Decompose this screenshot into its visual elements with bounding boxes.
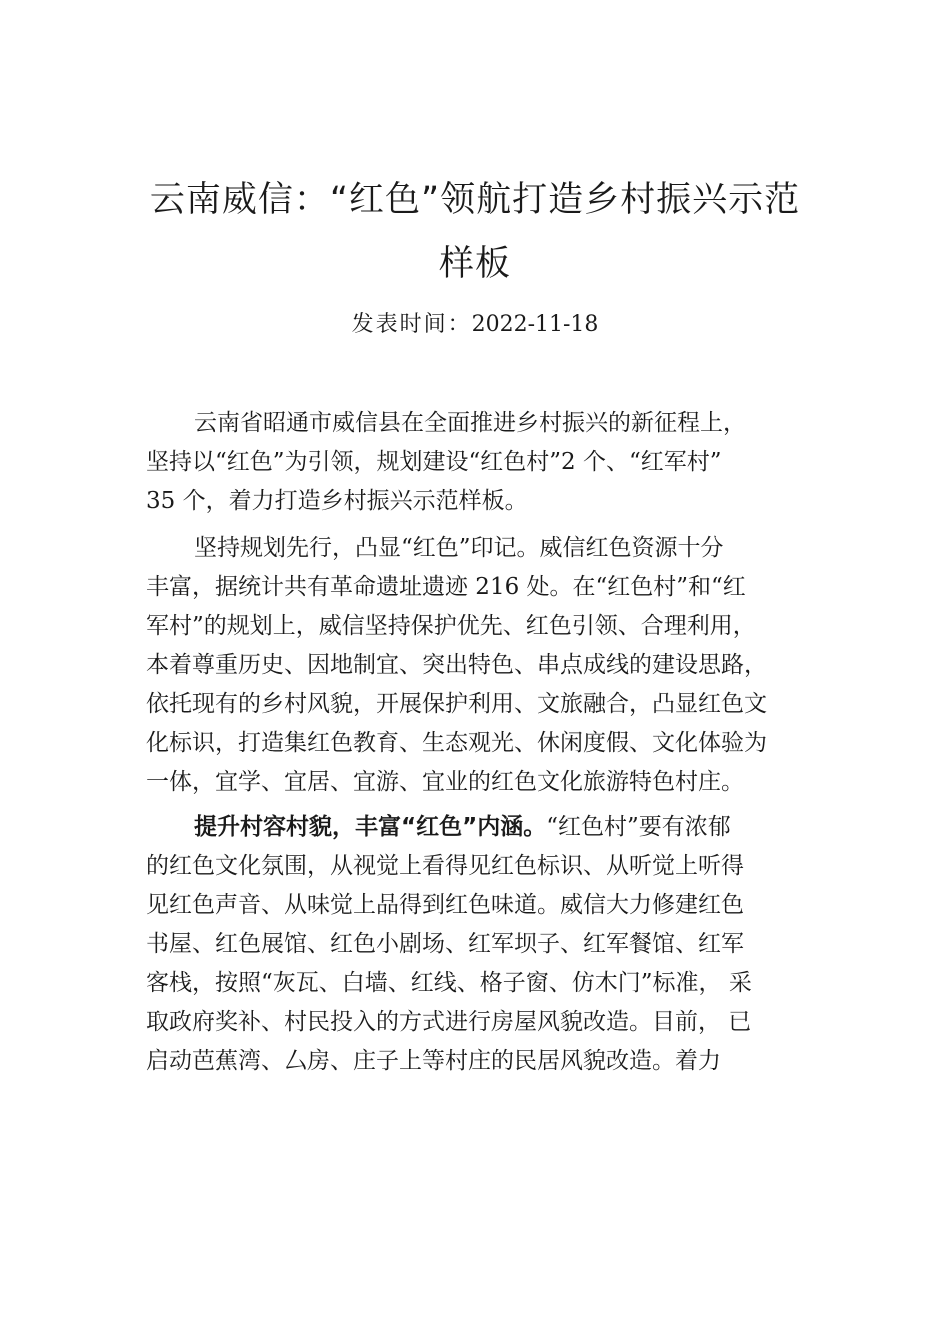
article-title-line-1: 云南威信：“红色”领航打造乡村振兴示范: [149, 180, 801, 220]
paragraph-line: 的红色文化氛围，从视觉上看得见红色标识、从听觉上听得: [146, 853, 744, 879]
paragraph-line: 军村”的规划上，威信坚持保护优先、红色引领、合理利用，: [146, 613, 756, 639]
paragraph-line: 依托现有的乡村风貌，开展保护利用、文旅融合，凸显红色文: [146, 691, 767, 717]
paragraph-line: 坚持规划先行，凸显“红色”印记。威信红色资源十分: [194, 535, 724, 561]
paragraph-line: 35 个，着力打造乡村振兴示范样板。: [146, 488, 528, 514]
publish-date-value: 2022-11-18: [471, 312, 599, 337]
paragraph-line: 一体，宜学、宜居、宜游、宜业的红色文化旅游特色村庄。: [146, 769, 744, 795]
paragraph-line: 启动芭蕉湾、厶房、庄子上等村庄的民居风貌改造。着力: [146, 1048, 721, 1074]
paragraph-lead-text: “红色村”要有浓郁: [546, 814, 731, 840]
paragraph-line: 云南省昭通市威信县在全面推进乡村振兴的新征程上，: [194, 410, 746, 436]
paragraph-planning: [146, 529, 826, 802]
section-heading-bold: 提升村容村貌，丰富“红色”内涵。: [194, 814, 547, 840]
paragraph-intro: [146, 404, 826, 521]
paragraph-line: 取政府奖补、村民投入的方式进行房屋风貌改造。目前， 已: [146, 1009, 752, 1035]
paragraph-line: 客栈，按照“灰瓦、白墙、红线、格子窗、仿木门”标准， 采: [146, 970, 752, 996]
paragraph-line: 丰富，据统计共有革命遗址遗迹 216 处。在“红色村”和“红: [146, 574, 746, 600]
paragraph-line: 化标识，打造集红色教育、生态观光、休闲度假、文化体验为: [146, 730, 767, 756]
publish-date-label: 发表时间：: [351, 312, 472, 337]
paragraph-line: 见红色声音、从味觉上品得到红色味道。威信大力修建红色: [146, 892, 744, 918]
paragraph-line: 本着尊重历史、因地制宜、突出特色、串点成线的建设思路，: [146, 652, 767, 678]
paragraph-line: 坚持以“红色”为引领，规划建设“红色村”2 个、“红军村”: [146, 449, 722, 475]
paragraph-first-line: [146, 808, 826, 847]
paragraph-line: 书屋、红色展馆、红色小剧场、红军坝子、红军餐馆、红军: [146, 931, 744, 957]
article-title-line-2: 样板: [438, 244, 511, 284]
publish-date: [0, 311, 950, 339]
paragraph-village-appearance: [146, 808, 826, 1081]
